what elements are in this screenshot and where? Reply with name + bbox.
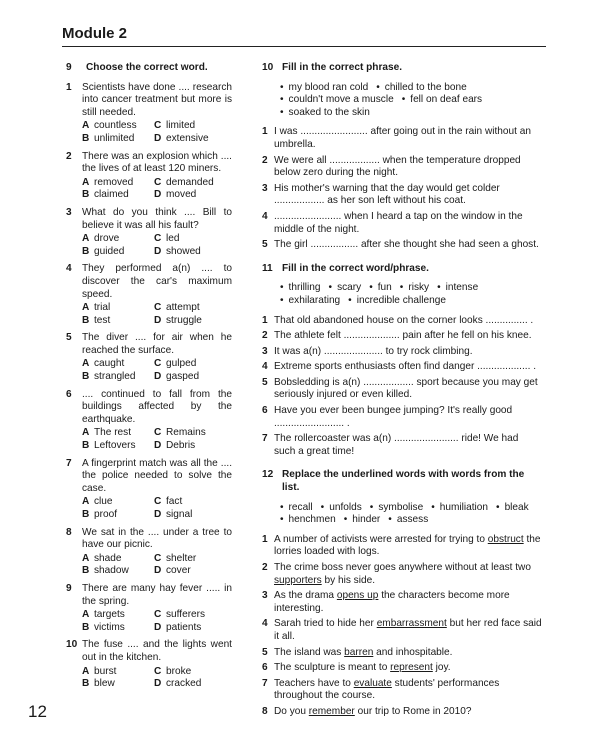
list-word: • unfolds xyxy=(321,502,362,515)
right-column xyxy=(262,62,542,722)
list-word: • fun xyxy=(369,282,392,295)
question-item xyxy=(66,458,232,522)
option-b[interactable]: B claimed xyxy=(82,189,129,201)
question-text: The fuse .... and the lights went out in the kitchen. xyxy=(82,639,232,663)
text-after: students' performances throughout the course. xyxy=(274,677,500,702)
option-d-text: struggle xyxy=(166,314,202,326)
option-d-text: extensive xyxy=(166,132,209,144)
option-c[interactable]: C Remains xyxy=(154,427,206,439)
option-d-text: cracked xyxy=(166,678,202,690)
list-word: • fell on deaf ears xyxy=(402,94,482,107)
option-a-text: shade xyxy=(94,552,122,564)
underlined-word: evaluate xyxy=(353,677,392,689)
question-text: Have you ever been bungee jumping? It's really good ......................... . xyxy=(274,405,513,429)
question-number: 7 xyxy=(262,677,268,689)
question-text: ........................ when I heard a tap on the window in the middle of the night. xyxy=(274,210,523,235)
question-number: 6 xyxy=(262,405,268,417)
answer-options xyxy=(82,553,232,578)
answer-options xyxy=(82,609,232,634)
question-item xyxy=(262,155,542,180)
option-d-text: gasped xyxy=(166,371,200,383)
word-list xyxy=(262,502,542,527)
option-c-text: gulped xyxy=(166,358,197,370)
question-text: Bobsledding is a(n) .................. sport because you may get seriously injured or even killed. xyxy=(274,376,538,401)
exercise-instruction: Choose the correct word. xyxy=(86,62,208,73)
question-item xyxy=(66,207,232,258)
option-d[interactable]: D Debris xyxy=(154,440,196,452)
question-number: 2 xyxy=(262,562,268,573)
option-b[interactable]: B test xyxy=(82,314,111,326)
exercise-9-questions xyxy=(66,82,232,691)
question-body xyxy=(82,263,232,327)
option-a[interactable]: A The rest xyxy=(82,427,132,439)
option-b[interactable]: B unlimited xyxy=(82,132,135,144)
question-text: The rollercoaster was a(n) ....................... ride! We had such a great time! xyxy=(274,433,519,457)
exercise-11-questions xyxy=(262,315,542,459)
text-before: Sarah tried to hide her xyxy=(274,618,377,630)
question-text: What do you think .... Bill to believe it was all his fault? xyxy=(82,206,232,231)
question-body xyxy=(82,527,232,578)
option-c[interactable]: C gulped xyxy=(154,358,197,370)
option-b-text: claimed xyxy=(94,189,129,201)
underlined-word: supporters xyxy=(274,574,322,586)
exercise-12-title xyxy=(262,469,542,494)
question-number: 2 xyxy=(66,150,72,162)
answer-options xyxy=(82,427,232,452)
option-a-text: trial xyxy=(94,302,111,314)
list-word: • scary xyxy=(329,282,362,295)
question-text xyxy=(274,534,542,559)
question-text: It was a(n) ..................... to try rock climbing. xyxy=(274,345,473,357)
exercise-10-questions xyxy=(262,126,542,251)
option-d-text: signal xyxy=(166,509,193,520)
answer-options xyxy=(82,358,232,383)
answer-options xyxy=(82,233,232,258)
question-item xyxy=(262,678,542,703)
text-before: The island was xyxy=(274,646,345,658)
question-body xyxy=(82,151,232,202)
question-item xyxy=(262,662,542,675)
option-d-text: Debris xyxy=(166,440,196,452)
question-text: I was ........................ after going out in the rain without an umbrella. xyxy=(274,126,531,150)
module-title: Module 2 xyxy=(62,25,128,42)
question-text: The diver .... for air when he reached the surface. xyxy=(82,332,232,356)
question-number: 3 xyxy=(262,182,268,194)
question-text: They performed a(n) .... to discover the car's maximum speed. xyxy=(82,263,232,300)
list-word: • soaked to the skin xyxy=(280,107,370,120)
option-c-text: attempt xyxy=(166,302,200,314)
option-b-text: shadow xyxy=(94,565,129,577)
question-item xyxy=(262,647,542,660)
option-a-text: countless xyxy=(94,120,137,132)
exercise-instruction: Fill in the correct phrase. xyxy=(282,62,403,73)
question-number: 8 xyxy=(262,705,268,717)
list-word: • assess xyxy=(388,514,428,527)
question-text xyxy=(274,618,542,643)
option-a-text: removed xyxy=(94,176,134,188)
option-b[interactable]: B victims xyxy=(82,621,125,633)
bullet-line xyxy=(280,94,542,107)
option-d-text: patients xyxy=(166,621,202,633)
exercise-number: 10 xyxy=(262,62,274,73)
question-text: .... continued to fall from the buildings affected by the earthquake. xyxy=(82,388,232,425)
question-text xyxy=(274,590,542,615)
option-d[interactable]: D signal xyxy=(154,509,193,520)
list-word: • incredible challenge xyxy=(348,295,446,308)
question-item xyxy=(262,239,542,252)
question-number: 3 xyxy=(66,206,72,218)
option-c[interactable]: C sufferers xyxy=(154,609,206,621)
option-a-text: burst xyxy=(94,665,117,677)
question-number: 5 xyxy=(66,332,72,344)
question-number: 2 xyxy=(262,330,268,342)
bullet-line xyxy=(280,107,542,120)
option-a-text: caught xyxy=(94,358,125,370)
option-d[interactable]: D extensive xyxy=(154,132,209,144)
question-item xyxy=(262,211,542,236)
text-before: The crime boss never goes anywhere without at least two xyxy=(274,562,531,573)
question-text: There are many hay fever ..... in the spring. xyxy=(82,582,232,607)
answer-options xyxy=(82,177,232,202)
answer-options xyxy=(82,496,232,521)
option-a[interactable]: A targets xyxy=(82,609,125,621)
text-after: but her red face said it all. xyxy=(274,618,542,642)
option-b-text: proof xyxy=(94,509,118,520)
bullet-line xyxy=(280,282,542,295)
question-number: 9 xyxy=(66,582,72,594)
underlined-word: remember xyxy=(308,705,355,717)
text-before: Teachers have to xyxy=(274,677,354,689)
question-number: 5 xyxy=(262,239,268,251)
option-a-text: targets xyxy=(94,609,125,621)
list-word: • bleak xyxy=(496,502,529,515)
question-item xyxy=(262,590,542,615)
option-b-text: test xyxy=(94,314,111,326)
option-c-text: led xyxy=(166,233,180,245)
text-before: As the drama xyxy=(274,590,337,602)
question-number: 5 xyxy=(262,646,268,658)
question-number: 8 xyxy=(66,526,72,538)
option-c-text: fact xyxy=(166,496,183,508)
phrase-list xyxy=(262,82,542,120)
text-after: the characters become more interesting. xyxy=(274,590,510,614)
list-word: • chilled to the bone xyxy=(376,82,466,95)
option-a-text: clue xyxy=(94,496,113,508)
question-number: 3 xyxy=(262,590,268,602)
option-d[interactable]: D patients xyxy=(154,621,202,633)
question-body xyxy=(82,82,232,146)
option-b-text: Leftovers xyxy=(94,440,136,452)
option-a[interactable]: A caught xyxy=(82,358,125,370)
exercise-number: 11 xyxy=(262,262,273,274)
question-body xyxy=(82,639,232,690)
option-d-text: showed xyxy=(166,245,201,257)
question-item xyxy=(262,346,542,359)
question-item xyxy=(66,151,232,202)
question-text: His mother's warning that the day would get colder .................. as her son left without his coat. xyxy=(274,182,500,207)
text-before: The sculpture is meant to xyxy=(274,662,391,674)
option-a[interactable]: A clue xyxy=(82,496,113,508)
exercise-number: 9 xyxy=(66,62,72,73)
question-item xyxy=(262,330,542,343)
list-word: • recall xyxy=(280,502,313,515)
option-a[interactable]: A trial xyxy=(82,302,111,314)
question-item xyxy=(66,389,232,453)
text-after: joy. xyxy=(432,662,451,674)
question-body xyxy=(82,458,232,522)
question-item xyxy=(262,126,542,151)
list-word: • my blood ran cold xyxy=(280,82,368,95)
answer-options xyxy=(82,120,232,145)
text-after: and inhospitable. xyxy=(373,646,453,658)
exercise-9 xyxy=(66,62,232,696)
list-word: • intense xyxy=(437,282,478,295)
question-text xyxy=(274,678,542,703)
list-word: • henchmen xyxy=(280,514,336,527)
text-before: A number of activists were arrested for trying to xyxy=(274,533,488,545)
question-number: 3 xyxy=(262,345,268,357)
option-d-text: moved xyxy=(166,189,197,201)
option-c[interactable]: C fact xyxy=(154,496,183,508)
option-d[interactable]: D gasped xyxy=(154,371,200,383)
question-item xyxy=(66,82,232,146)
option-c-text: shelter xyxy=(166,552,197,564)
option-c[interactable]: C led xyxy=(154,233,180,245)
question-item xyxy=(262,361,542,374)
question-text: That old abandoned house on the corner looks ............... . xyxy=(274,314,534,326)
question-text xyxy=(274,706,542,719)
bullet-line xyxy=(280,502,542,515)
list-word: • exhilarating xyxy=(280,295,340,308)
option-c-text: broke xyxy=(166,665,192,677)
option-d[interactable]: D cover xyxy=(154,565,191,577)
text-before: Do you xyxy=(274,705,309,717)
underlined-word: opens up xyxy=(336,590,379,602)
question-item xyxy=(262,315,542,328)
list-word: • symbolise xyxy=(370,502,423,515)
question-item xyxy=(66,639,232,690)
question-number: 10 xyxy=(66,639,78,651)
question-item xyxy=(66,583,232,634)
answer-options xyxy=(82,302,232,327)
question-text: The girl ................. after she thought she had seen a ghost. xyxy=(274,239,539,251)
option-b-text: unlimited xyxy=(94,132,135,144)
text-after: by his side. xyxy=(321,574,376,586)
question-number: 1 xyxy=(262,126,268,138)
exercise-9-title xyxy=(66,62,232,75)
question-number: 2 xyxy=(262,154,268,166)
exercise-10-title xyxy=(262,62,542,75)
question-text xyxy=(274,562,542,587)
option-b[interactable]: B guided xyxy=(82,245,125,257)
question-item xyxy=(66,263,232,327)
question-number: 1 xyxy=(262,314,268,326)
option-c[interactable]: C limited xyxy=(154,120,196,132)
option-a-text: drove xyxy=(94,233,120,245)
list-word: • humiliation xyxy=(431,502,488,515)
option-a[interactable]: A burst xyxy=(82,665,117,677)
question-text: Extreme sports enthusiasts often find danger ................... . xyxy=(274,361,536,373)
option-b[interactable]: B proof xyxy=(82,509,118,520)
question-item xyxy=(262,433,542,458)
question-number: 1 xyxy=(262,533,268,545)
option-b[interactable]: B strangled xyxy=(82,371,136,383)
option-c[interactable]: C broke xyxy=(154,665,192,677)
option-c-text: limited xyxy=(166,120,196,132)
question-number: 7 xyxy=(66,457,72,469)
question-text: We were all .................. when the temperature dropped below zero during the night. xyxy=(274,154,521,179)
option-d[interactable]: D showed xyxy=(154,245,201,257)
option-b-text: guided xyxy=(94,245,125,257)
question-item xyxy=(262,618,542,643)
question-number: 4 xyxy=(262,361,268,373)
option-a[interactable]: A drove xyxy=(82,233,120,245)
question-text: There was an explosion which .... the lives of at least 120 miners. xyxy=(82,150,232,175)
option-b[interactable]: B shadow xyxy=(82,565,129,577)
option-c[interactable]: C demanded xyxy=(154,176,214,188)
option-c-text: demanded xyxy=(166,176,214,188)
question-body xyxy=(82,332,232,383)
question-item xyxy=(262,562,542,587)
page-number: 12 xyxy=(28,702,47,721)
option-a[interactable]: A countless xyxy=(82,120,137,132)
exercise-11 xyxy=(262,263,542,459)
exercise-number: 12 xyxy=(262,469,274,481)
question-number: 4 xyxy=(66,263,72,275)
list-word: • thrilling xyxy=(280,282,321,295)
option-c[interactable]: C attempt xyxy=(154,302,200,314)
question-number: 6 xyxy=(66,388,72,400)
question-item xyxy=(66,527,232,578)
question-item xyxy=(262,377,542,402)
exercise-instruction: Replace the underlined words with words from the list. xyxy=(282,469,525,494)
question-number: 7 xyxy=(262,433,268,445)
question-body xyxy=(82,207,232,258)
exercise-instruction: Fill in the correct word/phrase. xyxy=(282,262,429,274)
question-item xyxy=(66,332,232,383)
underlined-word: embarrassment xyxy=(376,618,447,630)
list-word: • risky xyxy=(400,282,429,295)
question-text: A fingerprint match was all the .... the police needed to solve the case. xyxy=(82,457,232,494)
question-body xyxy=(82,583,232,634)
exercise-11-title xyxy=(262,263,542,276)
option-b[interactable]: B Leftovers xyxy=(82,440,136,452)
question-item xyxy=(262,534,542,559)
option-c-text: Remains xyxy=(166,427,206,439)
question-number: 4 xyxy=(262,618,268,630)
option-d-text: cover xyxy=(166,565,191,577)
option-b-text: victims xyxy=(94,621,125,633)
option-a-text: The rest xyxy=(94,427,132,439)
word-list xyxy=(262,282,542,307)
option-c[interactable]: C shelter xyxy=(154,552,197,564)
page-header xyxy=(62,24,546,47)
question-item xyxy=(262,183,542,208)
question-number: 1 xyxy=(66,81,72,93)
exercise-10 xyxy=(262,62,542,252)
option-d[interactable]: D moved xyxy=(154,189,197,201)
text-after: the lorries loaded with logs. xyxy=(274,533,541,558)
option-b-text: strangled xyxy=(94,371,136,383)
option-a[interactable]: A shade xyxy=(82,552,122,564)
text-after: our trip to Rome in 2010? xyxy=(354,705,472,717)
question-text: Scientists have done .... research into cancer treatment but more is still needed. xyxy=(82,81,232,118)
exercise-12 xyxy=(262,469,542,718)
question-text: The athlete felt .................... pain after he fell on his knee. xyxy=(274,330,532,342)
bullet-line xyxy=(280,82,542,95)
question-text xyxy=(274,647,542,660)
question-number: 5 xyxy=(262,376,268,388)
option-c-text: sufferers xyxy=(166,609,206,621)
option-d[interactable]: D struggle xyxy=(154,314,202,326)
exercise-12-questions xyxy=(262,534,542,719)
bullet-line xyxy=(280,295,542,308)
option-a[interactable]: A removed xyxy=(82,176,134,188)
question-text xyxy=(274,662,542,675)
question-text: We sat in the .... under a tree to have our picnic. xyxy=(82,526,232,551)
bullet-line xyxy=(280,514,542,527)
question-number: 4 xyxy=(262,210,268,222)
option-d[interactable]: D cracked xyxy=(154,678,202,690)
question-item xyxy=(262,405,542,430)
question-body xyxy=(82,389,232,453)
underlined-word: represent xyxy=(390,662,433,674)
question-number: 6 xyxy=(262,662,268,674)
option-b[interactable]: B blew xyxy=(82,678,115,690)
list-word: • hinder xyxy=(344,514,381,527)
option-b-text: blew xyxy=(94,678,115,690)
question-item xyxy=(262,706,542,719)
underlined-word: barren xyxy=(344,646,374,658)
list-word: • couldn't move a muscle xyxy=(280,94,394,107)
underlined-word: obstruct xyxy=(487,533,524,545)
answer-options xyxy=(82,666,232,691)
